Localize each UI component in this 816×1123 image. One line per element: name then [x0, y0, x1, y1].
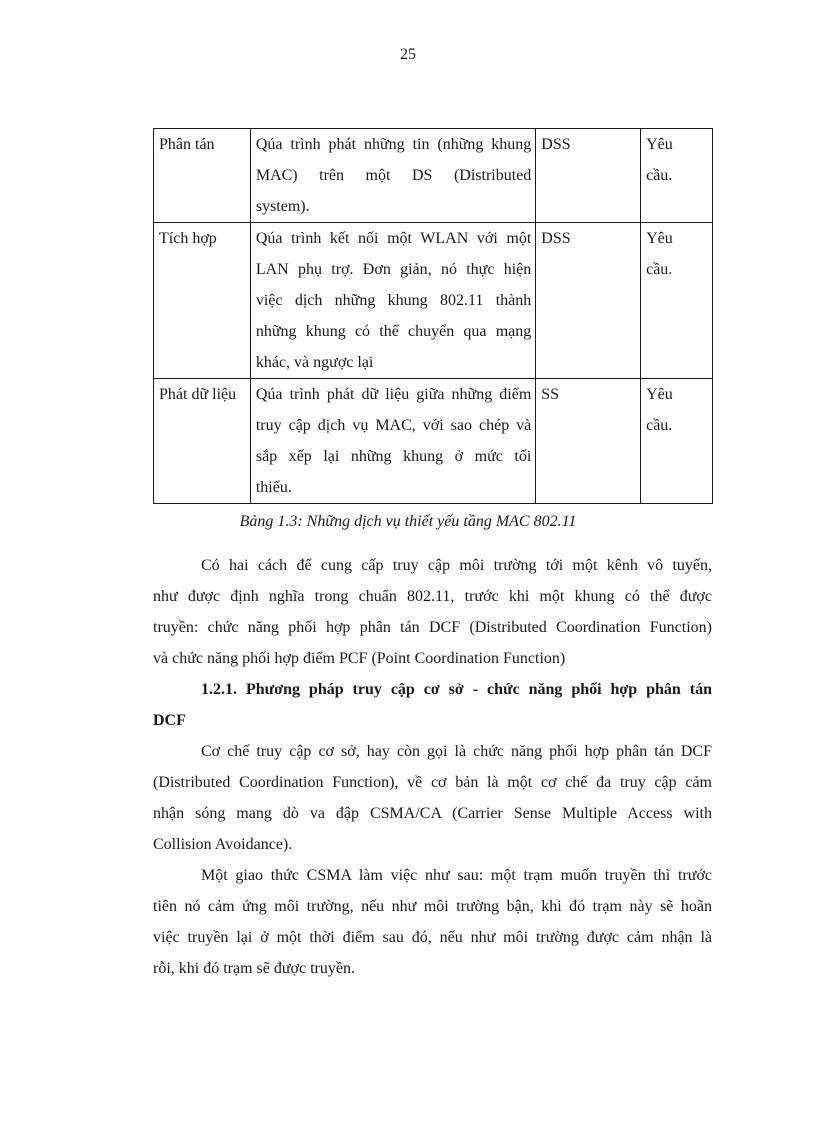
- service-requirement-cell: [641, 223, 713, 379]
- heading-line: DCF: [153, 712, 186, 729]
- service-type-cell: SS: [536, 379, 641, 504]
- description-line: Qúa trình phát những tin (những khung: [255, 136, 532, 153]
- service-name-cell: Tích hợp: [154, 223, 251, 379]
- paragraph-access-methods: [153, 550, 712, 674]
- requirement-line: Yêu: [646, 136, 673, 153]
- service-type-cell: DSS: [536, 223, 641, 379]
- text-line: rỗi, khi đó trạm sẽ được truyền.: [153, 960, 355, 977]
- description-line: những khung có thể chuyển qua mạng: [255, 323, 532, 340]
- description-line: thiểu.: [255, 479, 292, 496]
- service-description-cell: [250, 379, 535, 504]
- description-line: việc dịch những khung 802.11 thành: [255, 292, 532, 309]
- text-line: như được định nghĩa trong chuẩn 802.11, trước khi một khung có thể được: [153, 588, 712, 605]
- section-heading: [153, 674, 712, 736]
- table-caption: Bảng 1.3: Những dịch vụ thiết yếu tầng MAC 802.11: [239, 513, 577, 530]
- description-line: khác, và ngược lại: [255, 354, 374, 371]
- requirement-line: Yêu: [646, 230, 673, 247]
- page-number: 25: [400, 46, 416, 63]
- text-line: nhận sóng mang dò va đập CSMA/CA (Carrier Sense Multiple Access with: [153, 805, 712, 822]
- service-requirement-cell: [641, 379, 713, 504]
- services-table: [153, 128, 713, 504]
- text-line: và chức năng phối hợp điểm PCF (Point Coordination Function): [153, 650, 566, 667]
- text-line: Collision Avoidance).: [153, 836, 293, 853]
- service-name-cell: Phát dữ liệu: [154, 379, 251, 504]
- requirement-line: cầu.: [646, 417, 673, 434]
- service-requirement-cell: [641, 129, 713, 223]
- description-line: truy cập dịch vụ MAC, với sao chép và: [255, 417, 532, 434]
- service-description-cell: [250, 223, 535, 379]
- requirement-line: cầu.: [646, 167, 673, 184]
- text-line: Một giao thức CSMA làm việc như sau: một trạm muốn truyền thì trước: [201, 867, 712, 884]
- description-line: system).: [255, 198, 310, 215]
- heading-line: 1.2.1. Phương pháp truy cập cơ sở - chức năng phối hợp phân tán: [201, 681, 712, 698]
- requirement-line: Yêu: [646, 386, 673, 403]
- body-text: [153, 550, 712, 984]
- service-type-cell: DSS: [536, 129, 641, 223]
- text-line: tiên nó cảm ứng môi trường, nếu như môi trường bận, khi đó trạm này sẽ hoãn: [153, 898, 712, 915]
- paragraph-csma: [153, 860, 712, 984]
- text-line: Có hai cách để cung cấp truy cập môi trường tới một kênh vô tuyến,: [201, 557, 712, 574]
- table-row: [154, 129, 713, 223]
- table-row: [154, 379, 713, 504]
- text-line: (Distributed Coordination Function), về cơ bản là một cơ chế đa truy cập cảm: [153, 774, 712, 791]
- description-line: LAN phụ trợ. Đơn giản, nó thực hiện: [255, 261, 532, 278]
- description-line: MAC) trên một DS (Distributed: [255, 167, 532, 184]
- text-line: việc truyền lại ở một thời điểm sau đó, nếu như môi trường được cảm nhận là: [153, 929, 712, 946]
- service-name-cell: Phân tán: [154, 129, 251, 223]
- text-line: Cơ chế truy cập cơ sở, hay còn gọi là chức năng phối hợp phân tán DCF: [201, 743, 712, 760]
- description-line: sắp xếp lại những khung ở mức tối: [255, 448, 532, 465]
- table-row: [154, 223, 713, 379]
- description-line: Qúa trình kết nối một WLAN với một: [255, 230, 532, 247]
- requirement-line: cầu.: [646, 261, 673, 278]
- service-description-cell: [250, 129, 535, 223]
- text-line: truyền: chức năng phối hợp phân tán DCF (Distributed Coordination Function): [153, 619, 712, 636]
- paragraph-dcf: [153, 736, 712, 860]
- description-line: Qúa trình phát dữ liệu giữa những điểm: [255, 386, 532, 403]
